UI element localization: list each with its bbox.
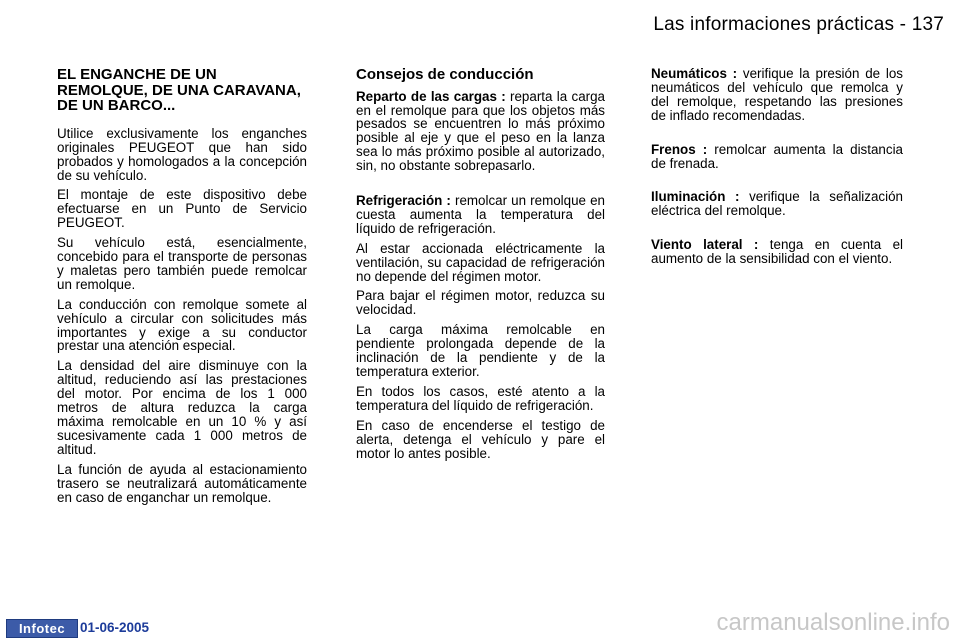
item-tyres: [651, 67, 903, 123]
paragraph: La carga máxima remolcable en pendiente prolongada depende de la inclinación de la pendiente y de la temperatura exterior.: [356, 322, 605, 379]
term-text: reparta la carga en el remolque para que los objetos más pesados se encuentren lo más próximo posible al eje y que el peso en la lanza sea lo más próximo posible al autorizado, sin, no obstante sobrepasarlo.: [356, 88, 605, 174]
paragraph-load-distribution: [356, 90, 605, 173]
item-brakes: [651, 143, 903, 171]
paragraph: En caso de encenderse el testigo de alerta, detenga el vehículo y pare el motor lo antes posible.: [356, 417, 605, 461]
paragraph-cooling: [356, 194, 605, 236]
term-text: tenga en cuenta el aumento de la sensibilidad con el viento.: [651, 237, 904, 267]
term-text: remolcar aumenta la distancia de frenada.: [651, 141, 903, 171]
paragraph: La densidad del aire disminuye con la altitud, reduciendo así las prestaciones del motor. Por encima de los 1 000 metros de altura reduzca la carga máxima remolcable en un 10 % y así sucesivamente cada 1 000 metros de altitud.: [57, 358, 307, 457]
term-label: Iluminación :: [651, 189, 740, 205]
column-driving-advice: [356, 67, 605, 466]
item-crosswind: [651, 238, 903, 266]
paragraph: Al estar accionada eléctricamente la ventilación, su capacidad de refrigeración no depende del régimen motor.: [356, 240, 605, 284]
term-label: Neumáticos :: [651, 66, 738, 81]
paragraph: El montaje de este dispositivo debe efectuarse en un Punto de Servicio PEUGEOT.: [57, 187, 307, 231]
paragraph: La conducción con remolque somete al vehículo a circular con solicitudes más importantes y exige a su conductor prestar una atención especial.: [57, 296, 307, 354]
term-text: verifique la señalización eléctrica del remolque.: [651, 189, 903, 219]
section-title-driving-advice: Consejos de conducción: [356, 66, 534, 83]
footer-date: 01-06-2005: [80, 620, 150, 635]
item-lighting: [651, 190, 903, 218]
term-text: remolcar un remolque en cuesta aumenta la temperatura del líquido de refrigeración.: [356, 193, 605, 236]
infotec-logo: Infotec: [6, 619, 78, 638]
paragraph: Utilice exclusivamente los enganches originales PEUGEOT que han sido probados y homologados a la concepción de su vehículo.: [57, 125, 307, 183]
watermark: carmanualsonline.info: [716, 609, 950, 636]
column-checks: [651, 67, 903, 286]
term-label: Viento lateral :: [651, 237, 759, 253]
term-label: Refrigeración :: [356, 193, 451, 209]
section-title-hitch: EL ENGANCHE DE UN REMOLQUE, DE UNA CARAVANA, DE UN BARCO...: [57, 66, 301, 115]
term-text: verifique la presión de los neumáticos del vehículo que remolca y del remolque, respetando las presiones de inflado recomendadas.: [651, 66, 903, 123]
page-header: Las informaciones prácticas - 137: [653, 14, 944, 35]
paragraph: Su vehículo está, esencialmente, concebido para el transporte de personas y maletas pero también puede remolcar un remolque.: [57, 235, 307, 292]
paragraph: En todos los casos, esté atento a la temperatura del líquido de refrigeración.: [356, 383, 605, 413]
paragraph: Para bajar el régimen motor, reduzca su velocidad.: [356, 288, 605, 318]
paragraph: La función de ayuda al estacionamiento trasero se neutralizará automáticamente en caso de enganchar un remolque.: [57, 461, 307, 505]
column-trailer-hitch: [57, 67, 307, 510]
term-label: Frenos :: [651, 141, 708, 157]
term-label: Reparto de las cargas :: [356, 88, 506, 104]
